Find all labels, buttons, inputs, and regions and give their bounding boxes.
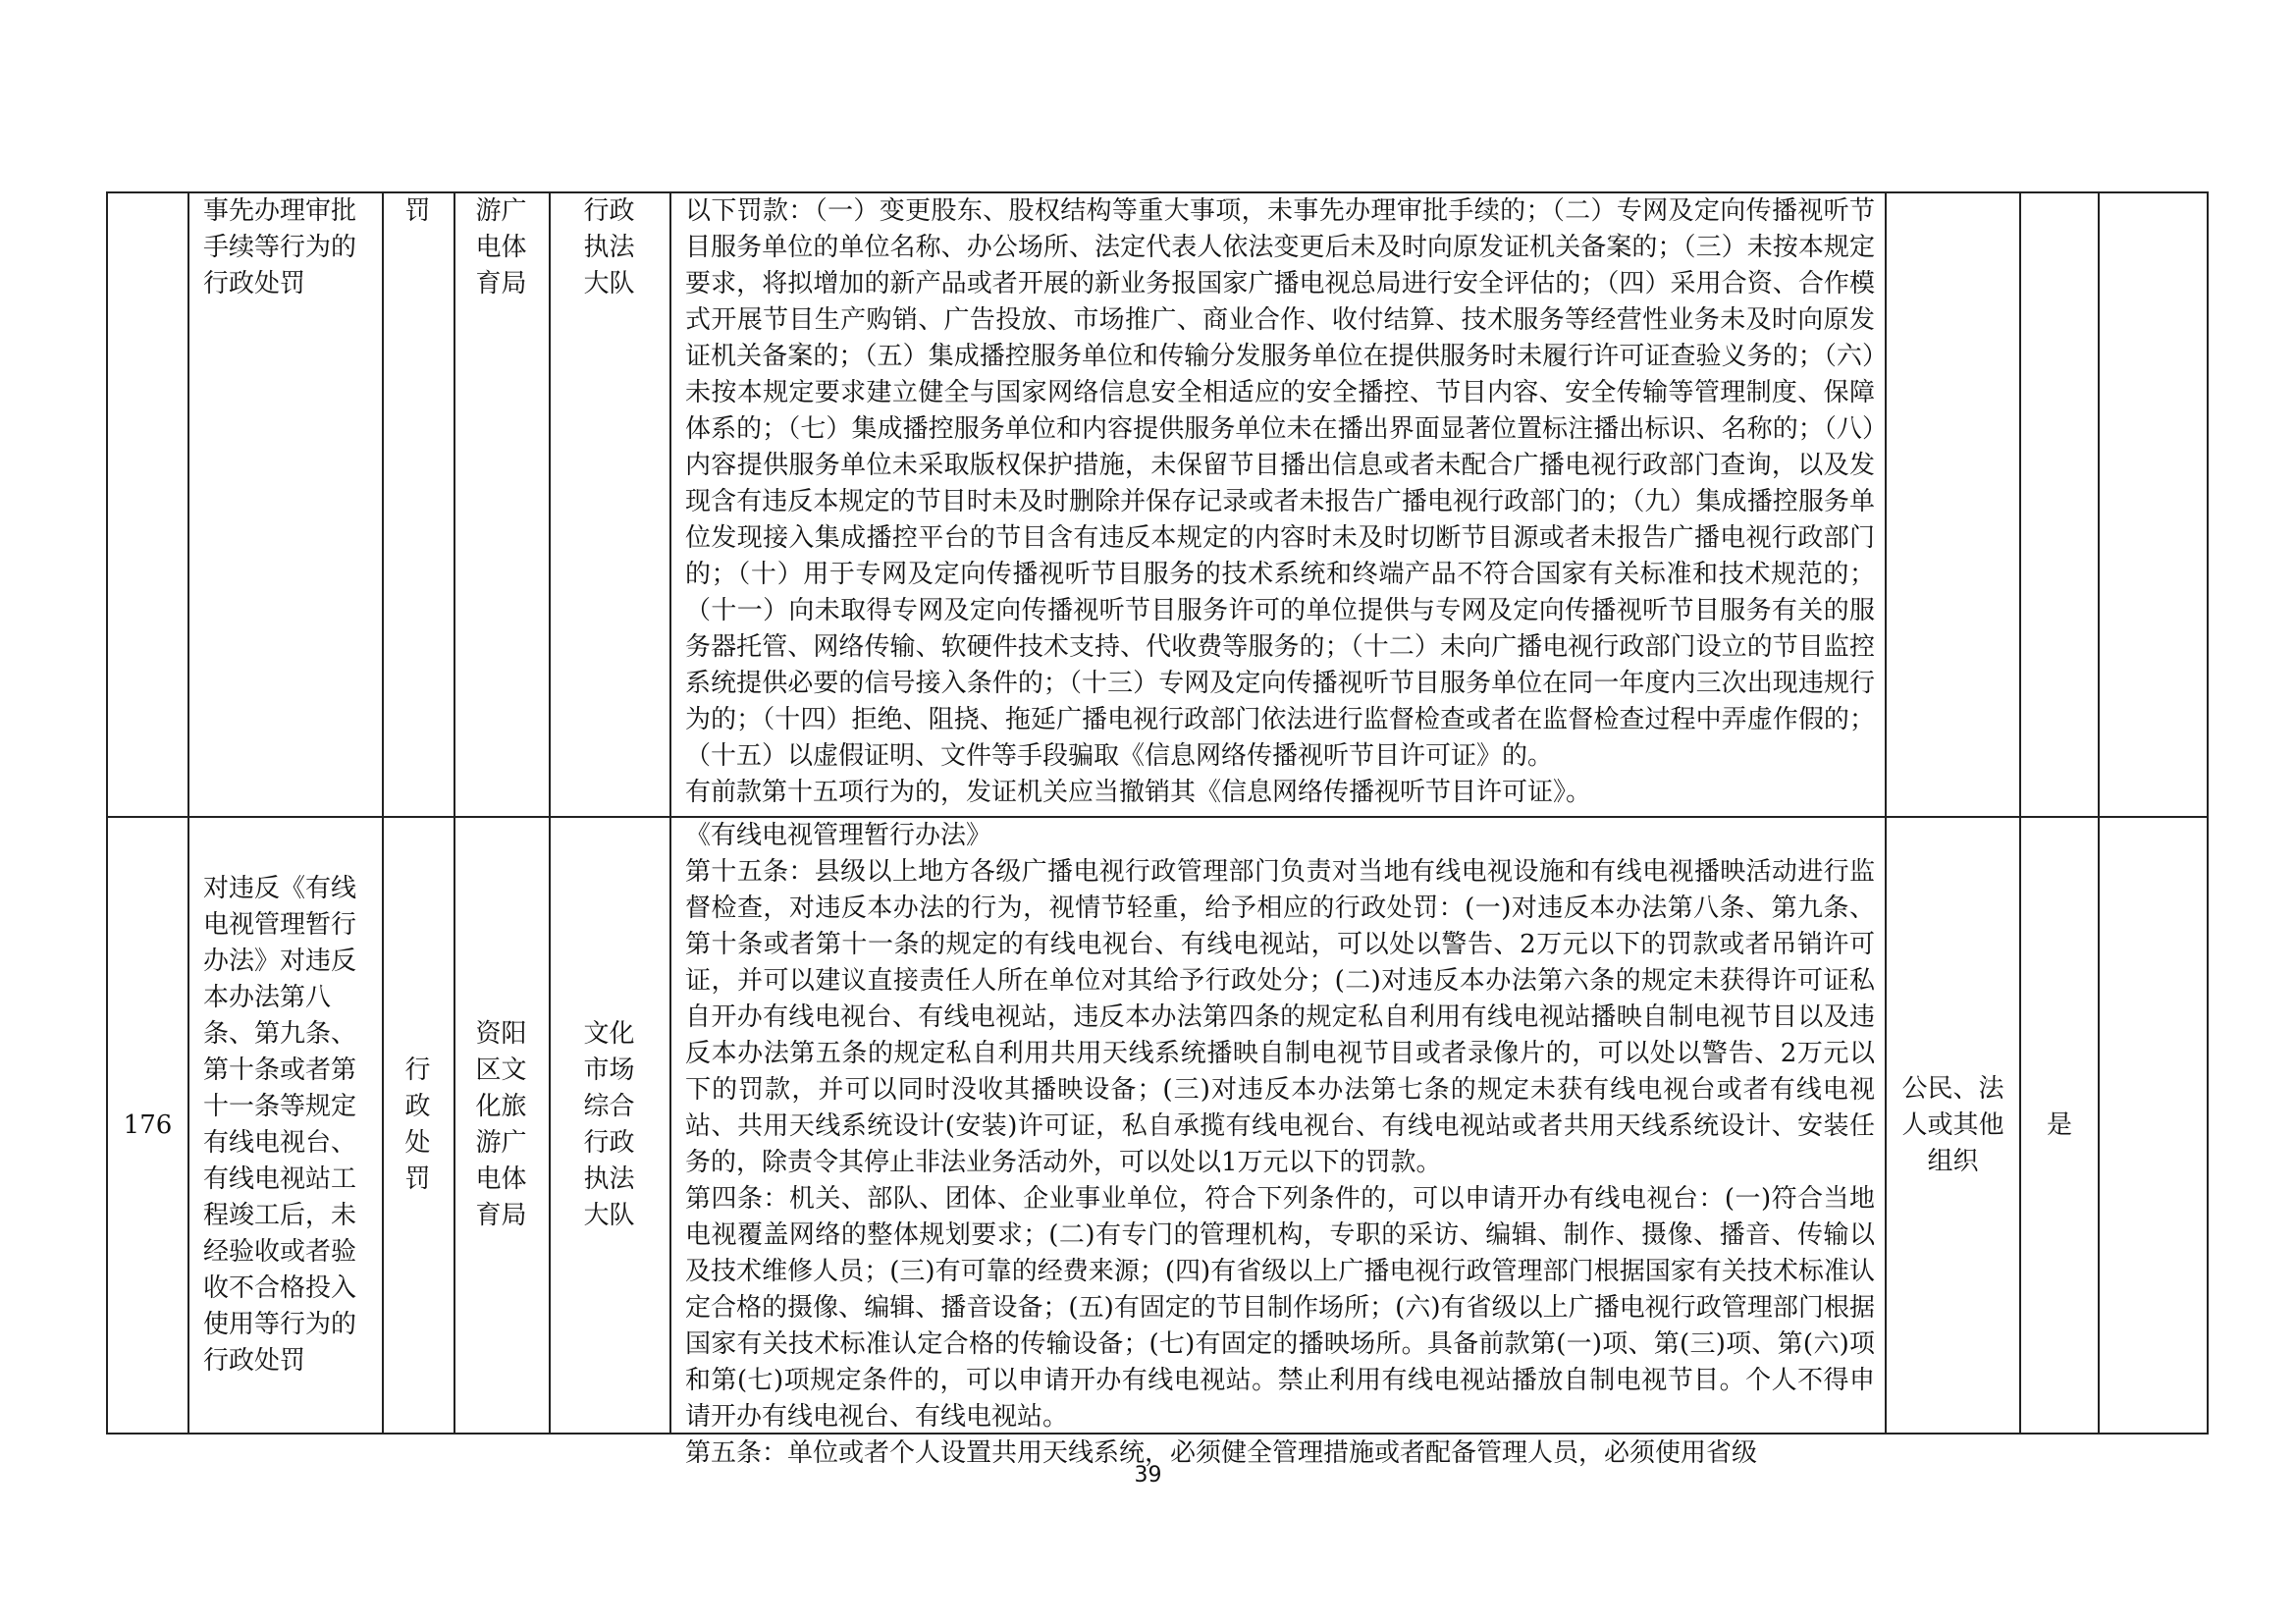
basis-paragraph: 第四条：机关、部队、团体、企业事业单位，符合下列条件的，可以申请开办有线电视台：(一)符合当地电视覆盖网络的整体规划要求；(二)有专门的管理机构，专职的采访、编辑、制作、摄像、播音、传输以及技术维修人员；(三)有可靠的经费来源；(四)有省级以上广播电视行政管理部门根据国家有关技术标准认定合格的摄像、编辑、播音设备；(五)有固定的节目制作场所；(六)有省级以上广播电视行政管理部门根据国家有关技术标准认定合格的传输设备；(七)有固定的播映场所。具备前款第(一)项、第(三)项、第(六)项和第(七)项规定条件的，可以申请开办有线电视站。禁止利用有线电视站播放自制电视节目。个人不得申请开办有线电视台、有线电视站。 xyxy=(685,1184,1875,1432)
remarks-cell xyxy=(2099,817,2208,1434)
row-number: 176 xyxy=(107,817,188,1434)
basis-paragraph: 第十五条：县级以上地方各级广播电视行政管理部门负责对当地有线电视设施和有线电视播映活动进行监督检查，对违反本办法的行为，视情节轻重，给予相应的行政处罚：(一)对违反本办法第八条、第九条、第十条或者第十一条的规定的有线电视台、有线电视站，可以处以警告、2万元以下的罚款或者吊销许可证，并可以建议直接责任人所在单位对其给予行政处分；(二)对违反本办法第六条的规定未获得许可证私自开办有线电视台、有线电视站，违反本办法第四条的规定私自利用有线电视站播映自制电视节目以及违反本办法第五条的规定私自利用共用天线系统播映自制电视节目或者录像片的，可以处以警告、2万元以下的罚款，并可以同时没收其播映设备；(三)对违反本办法第七条的规定未获有线电视台或者有线电视站、共用天线系统设计(安装)许可证，私自承揽有线电视台、有线电视站或者共用天线系统设计、安装任务的，除责令其停止非法业务活动外，可以处以1万元以下的罚款。 xyxy=(685,857,1875,1177)
target-subject xyxy=(1886,817,2020,1434)
basis-paragraph: 第五条：单位或者个人设置共用天线系统，必须健全管理措施或者配备管理人员，必须使用省级 xyxy=(685,1438,1758,1468)
page-number: 39 xyxy=(1134,1463,1162,1488)
department xyxy=(454,817,550,1434)
target-subject-text: 公民、法人或其他组织 xyxy=(1901,1073,2004,1176)
executing-body-text: 行政执法大队 xyxy=(583,196,635,298)
power-type xyxy=(383,817,454,1434)
flag-cell xyxy=(2020,192,2099,817)
row-number xyxy=(107,192,188,817)
executing-body xyxy=(550,817,670,1434)
power-type xyxy=(383,192,454,817)
basis-heading: 《有线电视管理暂行办法》 xyxy=(685,821,992,850)
item-name: 对违反《有线电视管理暂行办法》对违反本办法第八条、第九条、第十条或者第十一条等规定有线电视台、有线电视站工程竣工后，未经验收或者验收不合格投入使用等行为的行政处罚 xyxy=(188,817,383,1434)
power-type-text: 罚 xyxy=(404,196,431,226)
flag-cell: 是 xyxy=(2020,817,2099,1434)
department-text: 游广电体育局 xyxy=(475,196,527,298)
executing-body-text: 文化市场综合行政执法大队 xyxy=(583,1019,635,1230)
target-subject xyxy=(1886,192,2020,817)
legal-basis xyxy=(670,817,1886,1468)
legal-basis xyxy=(670,192,1886,817)
basis-paragraph: 以下罚款：（一）变更股东、股权结构等重大事项，未事先办理审批手续的；（二）专网及定向传播视听节目服务单位的单位名称、办公场所、法定代表人依法变更后未及时向原发证机关备案的；（三）未按本规定要求，将拟增加的新产品或者开展的新业务报国家广播电视总局进行安全评估的；（四）采用合资、合作模式开展节目生产购销、广告投放、市场推广、商业合作、收付结算、技术服务等经营性业务未及时向原发证机关备案的；（五）集成播控服务单位和传输分发服务单位在提供服务时未履行许可证查验义务的；（六）未按本规定要求建立健全与国家网络信息安全相适应的安全播控、节目内容、安全传输等管理制度、保障体系的；（七）集成播控服务单位和内容提供服务单位未在播出界面显著位置标注播出标识、名称的；（八）内容提供服务单位未采取版权保护措施，未保留节目播出信息或者未配合广播电视行政部门查询，以及发现含有违反本规定的节目时未及时删除并保存记录或者未报告广播电视行政部门的；（九）集成播控服务单位发现接入集成播控平台的节目含有违反本规定的内容时未及时切断节目源或者未报告广播电视行政部门的；（十）用于专网及定向传播视听节目服务的技术系统和终端产品不符合国家有关标准和技术规范的；（十一）向未取得专网及定向传播视听节目服务许可的单位提供与专网及定向传播视听节目服务有关的服务器托管、网络传输、软硬件技术支持、代收费等服务的；（十二）未向广播电视行政部门设立的节目监控系统提供必要的信号接入条件的；（十三）专网及定向传播视听节目服务单位在同一年度内三次出现违规行为的；（十四）拒绝、阻挠、拖延广播电视行政部门依法进行监督检查或者在监督检查过程中弄虚作假的；（十五）以虚假证明、文件等手段骗取《信息网络传播视听节目许可证》的。 xyxy=(685,196,1875,771)
power-type-text: 行政处罚 xyxy=(404,1056,431,1194)
department-text: 资阳区文化旅游广电体育局 xyxy=(475,1019,527,1230)
basis-paragraph: 有前款第十五项行为的，发证机关应当撤销其《信息网络传播视听节目许可证》。 xyxy=(685,778,1592,807)
department xyxy=(454,192,550,817)
table-row xyxy=(107,817,2208,1434)
table-row xyxy=(107,192,2208,817)
remarks-cell xyxy=(2099,192,2208,817)
executing-body xyxy=(550,192,670,817)
regulation-table xyxy=(106,191,2209,1468)
item-name: 事先办理审批手续等行为的行政处罚 xyxy=(188,192,383,817)
